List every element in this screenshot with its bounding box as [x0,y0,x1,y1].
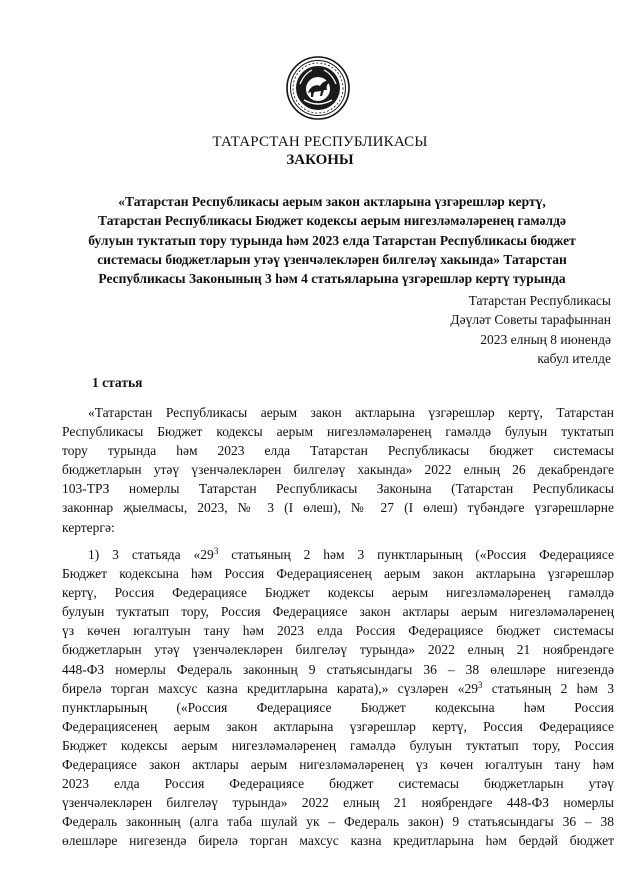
article-paragraph-intro [62,403,614,537]
adoption-note [450,291,611,368]
superscript: 3 [213,546,219,556]
title-line: Татарстан Республикасы Бюджет кодексы аерым нигезләмәләренең гамәлдә [98,213,566,229]
paragraph-line: Бюджет кодексына һәм Россия Федерациясенең аерым закон актларына үзгәрешләр [62,566,614,582]
paragraph-line: Республикасы Бюджет кодексы аерым нигезләмәләренең гамәлдә булуын туктатып [62,424,614,440]
adoption-line: Дәүләт Советы тарафыннан [450,312,611,328]
adoption-line: Татарстан Республикасы [468,293,611,308]
superscript: 3 [477,679,483,690]
paragraph-line: кертергә: [62,519,115,535]
title-line: булуын туктатып тору турында һәм 2023 елда Татарстан Республикасы бюджет [88,232,576,248]
text-fragment: статьяның 2 һәм 3 [482,680,614,696]
text-fragment: бирелә торган махсус казна кредитларына карата),» сүзләрен «29 [62,680,478,696]
paragraph-line [62,545,614,564]
paragraph-line: 2023 елда Россия Федерациясе бюджет системасы бюджетларын утәү [62,776,614,792]
adoption-line: 2023 елның 8 июнендә [480,331,611,347]
paragraph-line: үз көчен югалтуын тану һәм 2023 елда Россия Федерациясе бюджет системасы [62,623,614,639]
republic-heading: ТАТАРСТАН РЕСПУБЛИКАСЫ [212,134,428,150]
paragraph-line: Бюджет кодексы аерым нигезләмәләренең гамәлдә булуын туктатып тору, Россия [62,737,614,753]
paragraph-line: бюджетларын утәү үзенчәлекләрен билгеләү хакында» 2022 елның 26 декабрендәге [62,462,614,478]
paragraph-line: өлешләре нигезендә бирелә торган махсус казна кредитларына һәм бердәй бюджет [62,833,614,849]
paragraph-line: 103-ТРЗ номерлы Татарстан Республикасы Законына (Татарстан Республикасы [62,481,614,497]
paragraph-line: Федерациясенең аерым закон актларына үзгәрешләр кертү, Россия Федерациясе [62,718,614,734]
paragraph-line [62,679,614,698]
article-heading: 1 статья [92,375,143,390]
text-fragment: статьяның 2 һәм 3 пунктларының («Россия Федерациясе [218,547,614,562]
paragraph-line: тору турында һәм 2023 елда Татарстан Республикасы бюджет системасы [62,443,614,459]
title-line: «Татарстан Республикасы аерым закон актларына үзгәрешләр кертү, [118,194,546,209]
paragraph-line: бюджетларын утәү үзенчәлекләрен билгеләү турында» 2022 елның 21 ноябрендәге [62,642,614,658]
article-paragraph-item-1 [62,545,614,851]
document-type-heading: ЗАКОНЫ [286,152,354,168]
adoption-line: кабул ителде [537,350,611,366]
paragraph-line: пунктларының («Россия Федерациясе Бюджет кодексына һәм Россия [62,699,614,715]
paragraph-line: «Татарстан Республикасы аерым закон актларына үзгәрешләр кертү, Татарстан [88,405,614,420]
law-title [62,192,602,288]
paragraph-line: үзенчәлекләрен билгеләү турында» 2022 елның 21 ноябрендәге 448-ФЗ номерлы [62,795,614,811]
paragraph-line: Федерациясе закон актлары аерым нигезләмәләренең үз көчен югалтуын тану һәм [62,757,614,773]
paragraph-line: законнар җыелмасы, 2023, № 3 (I өлеш), № 27 (I өлеш) түбәндәге үзгәрешләрне [62,500,614,516]
text-fragment: 1) 3 статьяда «29 [88,547,214,562]
paragraph-line: Федераль законның (алга таба шулай ук – Федераль закон) 9 статьясындагы 36 – 38 [62,814,614,830]
paragraph-line: булуын туктатып тору, Россия Федерациясе закон актлары аерым нигезләмәләренең [62,604,614,620]
tatarstan-emblem-icon [286,56,350,120]
title-line: системасы бюджетларын утәү үзенчәлекләрен билгеләү хакында» Татарстан [97,251,567,267]
paragraph-line: 448-ФЗ номерлы Федераль законның 9 статьясындагы 36 – 38 өлешләре нигезендә [62,661,614,677]
paragraph-line: кертү, Россия Федерациясе Бюджет кодексы аерым нигезләмәләренең гамәлдә [62,585,614,601]
title-line: Республикасы Законының 3 һәм 4 статьяларына үзгәрешләр кертү турында [98,271,566,287]
